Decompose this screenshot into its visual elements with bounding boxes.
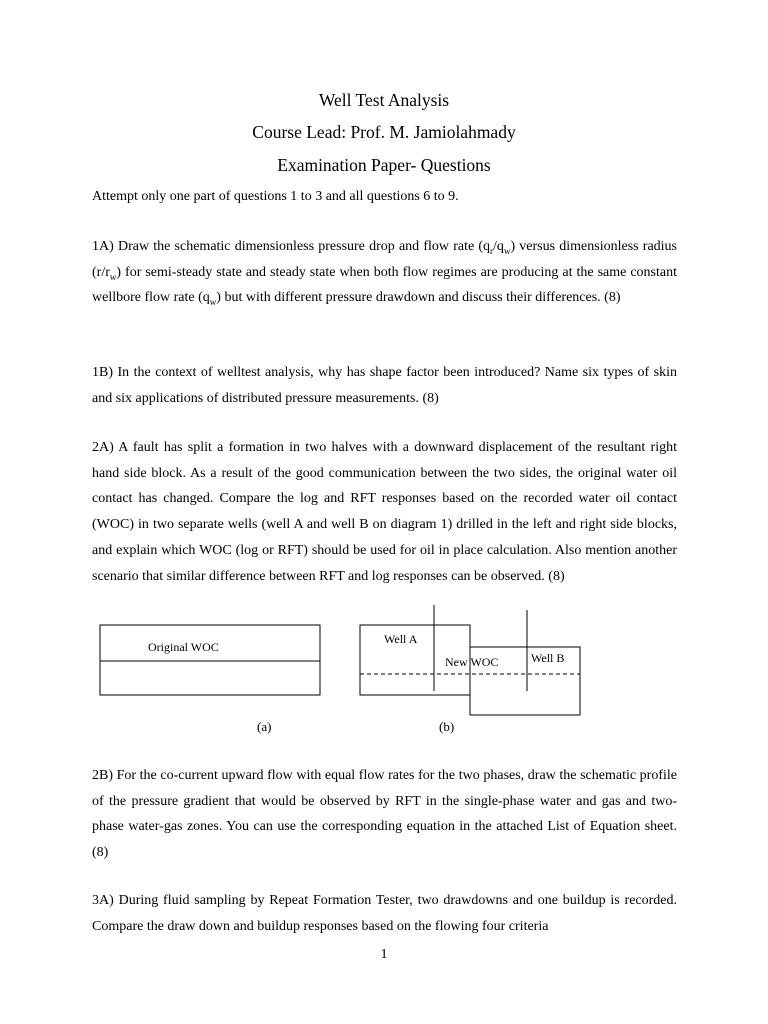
question-2b: 2B) For the co-current upward flow with equal flow rates for the two phases, draw the schematic profile of the pressure gradient that would be observed by RFT in the single-phase water and gas and two-phase water-gas zones. You can use the corresponding equation in the attached List of Equation sheet. (8) (92, 768, 677, 861)
instructions: Attempt only one part of questions 1 to 3 and all questions 6 to 9. (92, 189, 459, 204)
page-number: 1 (380, 947, 388, 962)
course-lead: Course Lead: Prof. M. Jamiolahmady (252, 122, 516, 142)
diagram-b (360, 605, 580, 734)
q1a-sub-r: r (490, 245, 494, 256)
q1a-text-5: ) but with different pressure drawdown and discuss their differences. (8) (216, 290, 621, 306)
question-1b: 1B) In the context of welltest analysis, why has shape factor been introduced? Name six types of skin and six applications of distributed pressure measurements. (8) (92, 365, 677, 406)
well-b-label: Well B (531, 651, 565, 665)
question-2a: 2A) A fault has split a formation in two halves with a downward displacement of the resultant right hand side block. As a result of the good communication between the two sides, the original water oil contact has changed. Compare the log and RFT responses based on the recorded water oil contact (WOC) in two separate wells (well A and well B on diagram 1) drilled in the left and right side blocks, and explain which WOC (log or RFT) should be used for oil in place calculation. Also mention another scenario that similar difference between RFT and log responses can be observed. (8) (92, 440, 677, 584)
diagram-b-caption: (b) (439, 719, 455, 734)
paper-type: Examination Paper- Questions (277, 155, 491, 175)
q1a-text-4: ) for semi-steady state and steady state when both flow regimes are producing at the same constant wellbore flow rate (q (92, 264, 677, 306)
question-1a (92, 234, 677, 311)
original-woc-label: Original WOC (148, 640, 219, 654)
diagram-1 (0, 600, 768, 745)
q1a-sub-w2: w (109, 271, 117, 282)
q1a-sub-w3: w (209, 297, 217, 308)
new-woc-label: New WOC (445, 655, 499, 669)
document-title: Well Test Analysis (318, 90, 450, 110)
q1a-text-2: /q (493, 239, 504, 254)
q1a-sub-w: w (503, 245, 511, 256)
question-3a: 3A) During fluid sampling by Repeat Formation Tester, two drawdowns and one buildup is recorded. Compare the draw down and buildup responses based on the flowing four criteria (92, 893, 677, 934)
q1a-text-3: ) versus dimensionless radius (r/r (92, 239, 677, 280)
q1a-text-1: 1A) Draw the schematic dimensionless pressure drop and flow rate (q (92, 239, 491, 254)
diagram-a-caption: (a) (257, 719, 272, 734)
diagram-a (100, 625, 320, 734)
well-a-label: Well A (384, 632, 418, 646)
formation-box-a (100, 625, 320, 695)
